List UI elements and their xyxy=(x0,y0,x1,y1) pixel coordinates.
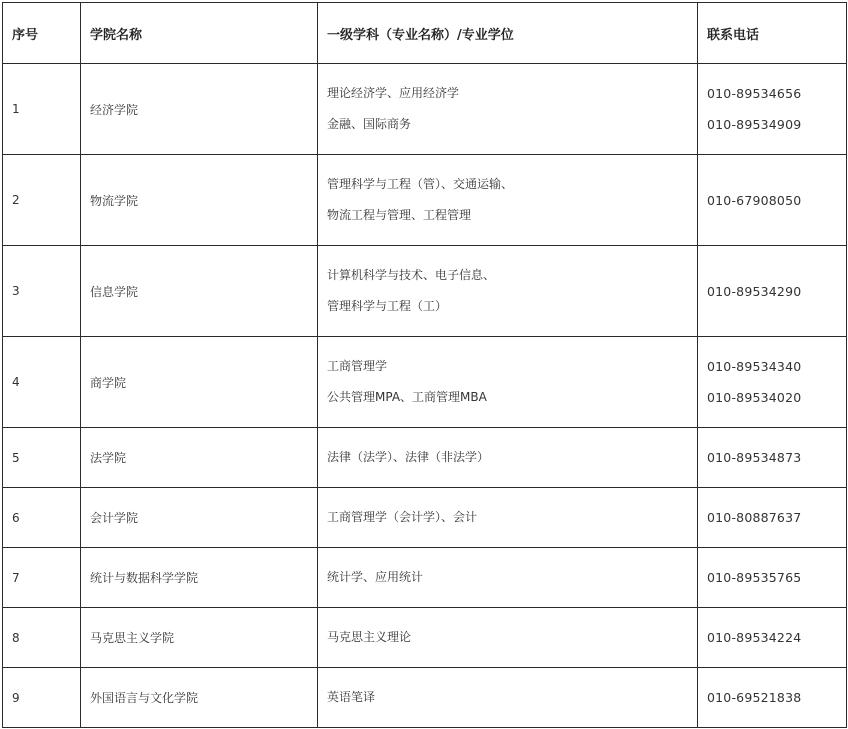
row-no: 5 xyxy=(3,428,81,488)
row-majors xyxy=(318,428,698,488)
row-college: 统计与数据科学学院 xyxy=(81,548,318,608)
row-college: 物流学院 xyxy=(81,155,318,246)
major-line: 管理科学与工程（管）、交通运输、 xyxy=(327,177,514,191)
header-no: 序号 xyxy=(3,3,81,64)
phone-line: 010-89534873 xyxy=(707,450,802,465)
header-row xyxy=(3,3,847,64)
phone-line: 010-89534340 xyxy=(707,359,802,374)
row-college: 会计学院 xyxy=(81,488,318,548)
row-no: 8 xyxy=(3,608,81,668)
major-line: 工商管理学（会计学）、会计 xyxy=(327,510,478,524)
table-row xyxy=(3,246,847,337)
phone-line: 010-89534290 xyxy=(707,283,802,299)
table-row xyxy=(3,155,847,246)
major-line: 统计学、应用统计 xyxy=(327,570,424,584)
major-line: 公共管理MPA、工商管理MBA xyxy=(327,390,487,404)
table-row xyxy=(3,488,847,548)
row-college: 信息学院 xyxy=(81,246,318,337)
row-no: 4 xyxy=(3,337,81,428)
row-no: 9 xyxy=(3,668,81,728)
header-majors: 一级学科（专业名称）/专业学位 xyxy=(318,3,698,64)
phone-line: 010-69521838 xyxy=(707,690,802,705)
header-phone: 联系电话 xyxy=(698,3,847,64)
college-contact-table xyxy=(2,2,847,728)
row-majors xyxy=(318,668,698,728)
row-majors xyxy=(318,64,698,155)
row-majors xyxy=(318,548,698,608)
phone-line: 010-89534656 xyxy=(707,86,802,101)
major-line: 管理科学与工程（工） xyxy=(327,299,448,313)
table-row xyxy=(3,668,847,728)
row-no: 7 xyxy=(3,548,81,608)
row-majors xyxy=(318,337,698,428)
row-college: 经济学院 xyxy=(81,64,318,155)
row-no: 1 xyxy=(3,64,81,155)
table-row xyxy=(3,608,847,668)
major-line: 计算机科学与技术、电子信息、 xyxy=(327,268,496,282)
phone-line: 010-89534909 xyxy=(707,117,802,132)
phone-line: 010-89534020 xyxy=(707,390,802,405)
table-row xyxy=(3,548,847,608)
row-phone xyxy=(698,428,847,488)
row-majors xyxy=(318,246,698,337)
row-no: 3 xyxy=(3,246,81,337)
major-line: 法律（法学）、法律（非法学） xyxy=(327,450,490,464)
row-college: 法学院 xyxy=(81,428,318,488)
row-no: 2 xyxy=(3,155,81,246)
row-college: 马克思主义学院 xyxy=(81,608,318,668)
row-phone xyxy=(698,64,847,155)
major-line: 英语笔译 xyxy=(327,690,376,704)
row-phone xyxy=(698,246,847,337)
row-majors xyxy=(318,608,698,668)
row-phone xyxy=(698,548,847,608)
row-phone xyxy=(698,155,847,246)
major-line: 马克思主义理论 xyxy=(327,630,412,644)
table-row xyxy=(3,64,847,155)
major-line: 金融、国际商务 xyxy=(327,117,412,131)
row-college: 商学院 xyxy=(81,337,318,428)
phone-line: 010-67908050 xyxy=(707,192,802,208)
table-row xyxy=(3,428,847,488)
major-line: 理论经济学、应用经济学 xyxy=(327,86,460,100)
row-phone xyxy=(698,668,847,728)
row-no: 6 xyxy=(3,488,81,548)
major-line: 工商管理学 xyxy=(327,359,388,373)
row-majors xyxy=(318,155,698,246)
phone-line: 010-89535765 xyxy=(707,570,802,585)
header-college: 学院名称 xyxy=(81,3,318,64)
row-phone xyxy=(698,608,847,668)
phone-line: 010-80887637 xyxy=(707,510,802,525)
row-phone xyxy=(698,488,847,548)
major-line: 物流工程与管理、工程管理 xyxy=(327,208,472,222)
row-phone xyxy=(698,337,847,428)
row-majors xyxy=(318,488,698,548)
phone-line: 010-89534224 xyxy=(707,630,802,645)
row-college: 外国语言与文化学院 xyxy=(81,668,318,728)
table-row xyxy=(3,337,847,428)
